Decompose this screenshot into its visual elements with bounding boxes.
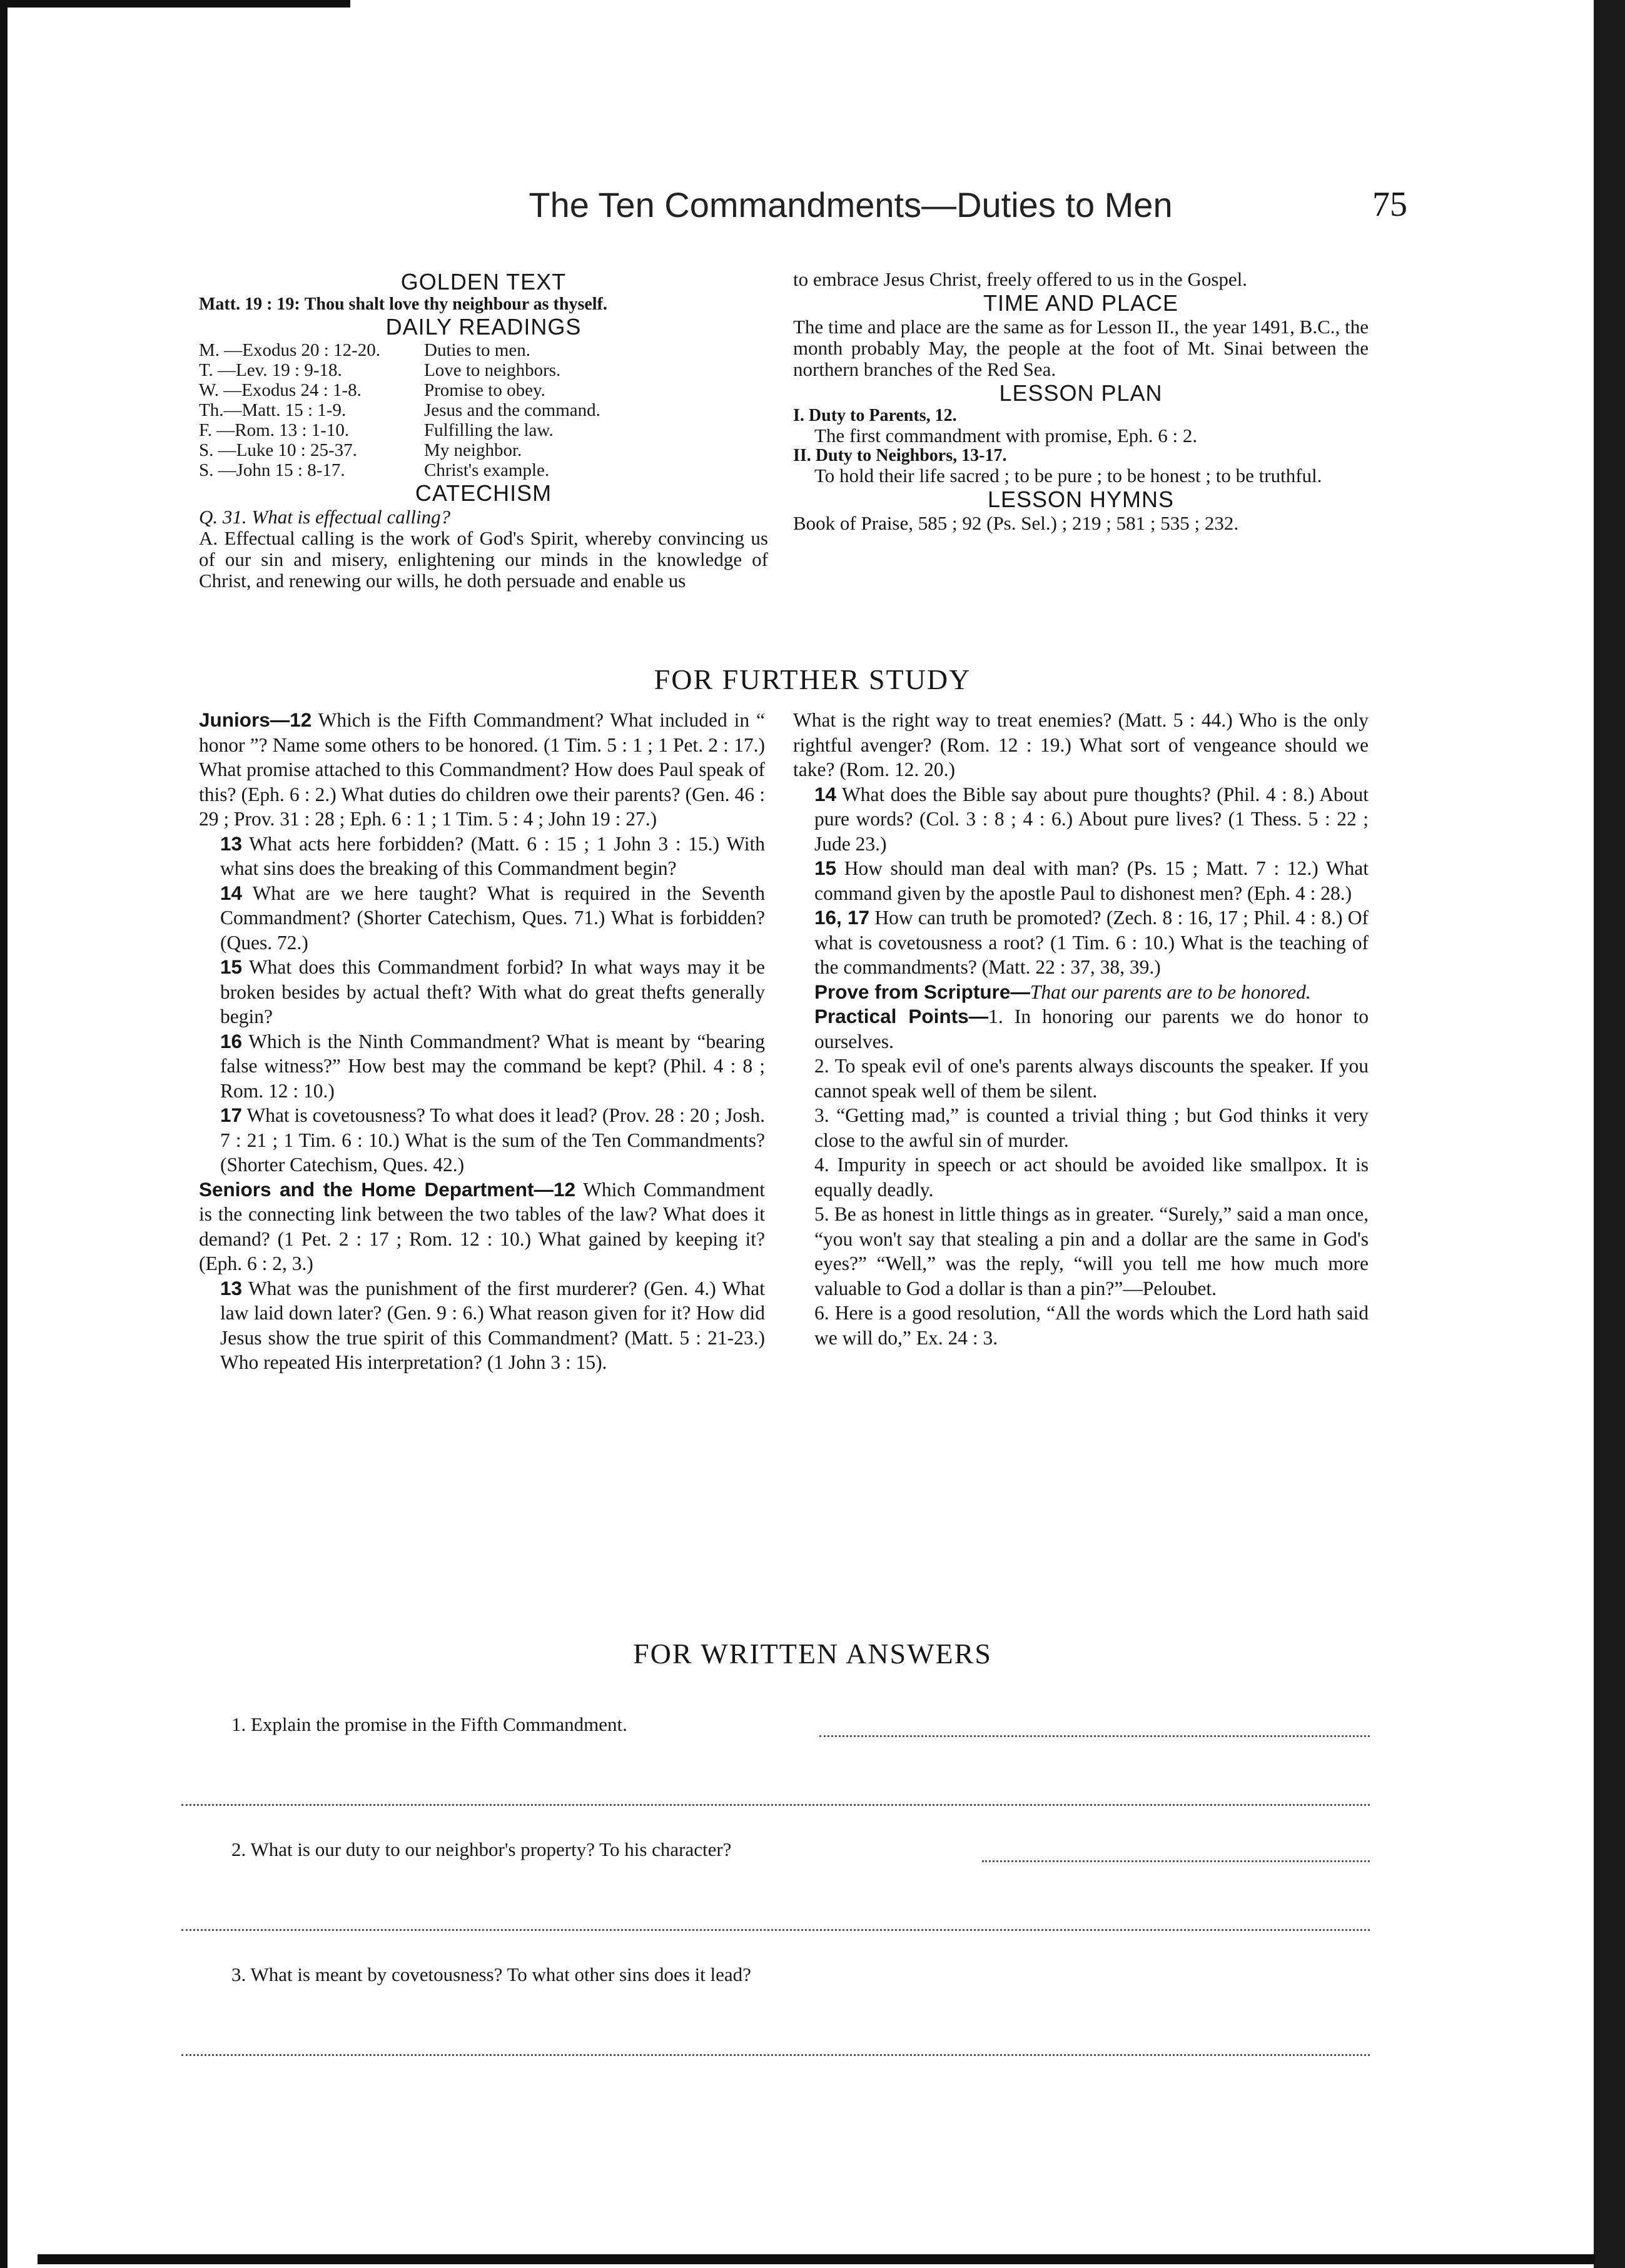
- golden-text-reference: Matt. 19 : 19:: [199, 295, 300, 314]
- study-paragraph: [793, 1054, 1369, 1103]
- study-text: What acts here forbidden? (Matt. 6 : 15 ; 1 John 3 : 15.) With what sins does the breaking of this Commandment begin?: [220, 832, 765, 879]
- study-lead: 15: [220, 955, 243, 978]
- study-text: 5. Be as honest in little things as in greater. “Surely,” said a man once, “you won't say that stealing a pin and a dollar are the same in God's eyes?” “Well,” was the reply, “will you tell me how much more valuable to God a dollar is than a pin?”—Peloubet.: [814, 1203, 1369, 1299]
- right-top-column: [793, 269, 1369, 534]
- answer-line[interactable]: [181, 2054, 1370, 2056]
- lesson-hymns-heading: LESSON HYMNS: [987, 486, 1175, 512]
- reading-day: F. —Rom. 13 : 1-10.: [199, 420, 350, 440]
- study-text: 2. To speak evil of one's parents always discounts the speaker. If you cannot speak well of them be silent.: [814, 1055, 1369, 1102]
- study-text: That our parents are to be honored.: [1030, 980, 1311, 1003]
- study-lead: Prove from Scripture—: [814, 980, 1030, 1003]
- reading-topic: My neighbor.: [424, 440, 522, 460]
- study-paragraph: [199, 1103, 765, 1177]
- reading-day: M. —Exodus 20 : 12-20.: [199, 340, 380, 360]
- reading-item: [199, 420, 768, 440]
- study-text: How should man deal with man? (Ps. 15 ; Matt. 7 : 12.) What command given by the apostle Paul to dishonest men? (Eph. 4 : 28.): [814, 857, 1369, 904]
- daily-readings-list: [199, 340, 768, 480]
- lesson-plan-heading: LESSON PLAN: [999, 380, 1163, 406]
- study-lead: 17: [220, 1104, 243, 1126]
- written-answers: [181, 1688, 1370, 2139]
- reading-topic: Jesus and the command.: [424, 400, 600, 420]
- reading-item: [199, 440, 768, 460]
- time-place-heading: TIME AND PLACE: [983, 290, 1179, 316]
- page-number: 75: [1372, 185, 1407, 224]
- catechism-continued: to embrace Jesus Christ, freely offered to us in the Gospel.: [793, 268, 1248, 290]
- reading-item: [199, 460, 768, 480]
- reading-topic: Promise to obey.: [424, 380, 545, 400]
- lesson-plan-detail-1: The first commandment with promise, Eph. 6 : 2.: [814, 425, 1198, 446]
- study-lead: Seniors and the Home Department—12: [199, 1177, 576, 1201]
- catechism-heading: CATECHISM: [415, 480, 552, 506]
- study-paragraph: [793, 1103, 1369, 1152]
- study-text: What are we here taught? What is required in the Seventh Commandment? (Shorter Catechism, Ques. 71.) What is forbidden? (Ques. 72.): [220, 882, 765, 954]
- reading-topic: Duties to men.: [424, 340, 530, 360]
- reading-day: Th.—Matt. 15 : 1-9.: [199, 400, 347, 420]
- study-paragraph: [199, 832, 765, 881]
- scan-border-top: [0, 0, 350, 8]
- study-text: Which is the Fifth Commandment? What included in “ honor ”? Name some others to be honored. (1 Tim. 5 : 1 ; 1 Pet. 2 : 17.) What promise attached to this Commandment? How does Paul speak of this? (Eph. 6 : 2.) What duties do children owe their parents? (Gen. 46 : 29 ; Prov. 31 : 28 ; Eph. 6 : 1 ; 1 Tim. 5 : 4 ; John 19 : 27.): [199, 709, 765, 830]
- study-paragraph: [793, 905, 1369, 980]
- reading-day: W. —Exodus 24 : 1-8.: [199, 380, 362, 400]
- further-study-right: [793, 708, 1369, 1350]
- study-lead: 13: [220, 1276, 243, 1299]
- answer-line[interactable]: [181, 1929, 1370, 1931]
- study-paragraph: [793, 1301, 1369, 1350]
- study-text: What does the Bible say about pure thoughts? (Phil. 4 : 8.) About pure words? (Col. 3 : 8 ; 4 : 6.) About pure lives? (1 Thess. 5 : 22 ; Jude 23.): [814, 783, 1369, 855]
- reading-item: [199, 380, 768, 400]
- page-title: The Ten Commandments—Duties to Men: [529, 185, 1173, 224]
- study-paragraph: [199, 881, 765, 955]
- further-study-heading: FOR FURTHER STUDY: [654, 663, 971, 695]
- study-text: What is covetousness? To what does it lead? (Prov. 28 : 20 ; Josh. 7 : 21 ; 1 Tim. 6 : 10.) What is the sum of the Ten Commandments? (Shorter Catechism, Ques. 42.): [220, 1104, 765, 1176]
- study-lead: 16: [220, 1029, 243, 1052]
- study-lead: Practical Points—: [814, 1005, 989, 1027]
- study-lead: 15: [814, 857, 837, 879]
- question-3: 3. What is meant by covetousness? To what other sins does it lead?: [231, 1963, 751, 1985]
- left-top-column: [199, 269, 768, 592]
- catechism-answer: A. Effectual calling is the work of God's Spirit, whereby convincing us of our sin and misery, enlightening our minds in the knowledge of Christ, and renewing our wills, he doth persuade and enable us: [199, 527, 768, 592]
- study-paragraph: [793, 1004, 1369, 1054]
- reading-day: T. —Lev. 19 : 9-18.: [199, 360, 342, 380]
- study-text: 3. “Getting mad,” is counted a trivial thing ; but God thinks it very close to the awful sin of murder.: [814, 1104, 1369, 1151]
- reading-day: S. —Luke 10 : 25-37.: [199, 440, 357, 460]
- reading-item: [199, 360, 768, 380]
- reading-item: [199, 400, 768, 420]
- golden-text-heading: GOLDEN TEXT: [400, 269, 567, 295]
- study-paragraph: [199, 1177, 765, 1276]
- golden-text: [199, 295, 768, 314]
- study-paragraph: [793, 1152, 1369, 1202]
- study-paragraph: [793, 708, 1369, 782]
- study-lead: 14: [220, 881, 243, 904]
- scan-border-bottom: [38, 2254, 1595, 2264]
- scan-border-left: [0, 0, 8, 2268]
- further-study-left: [199, 708, 765, 1375]
- golden-text-body: Thou shalt love thy neighbour as thyself.: [304, 295, 607, 314]
- answer-line[interactable]: [181, 1804, 1370, 1806]
- study-lead: Juniors—12: [199, 708, 312, 731]
- lesson-plan-item-2: II. Duty to Neighbors, 13-17.: [793, 446, 1007, 465]
- study-text: 6. Here is a good resolution, “All the words which the Lord hath said we will do,” Ex. 24 : 3.: [814, 1302, 1369, 1349]
- reading-topic: Fulfilling the law.: [424, 420, 554, 440]
- catechism-question: [199, 507, 768, 528]
- study-text: Which is the Ninth Commandment? What is meant by “bearing false witness?” How best may the command be kept? (Phil. 4 : 8 ; Rom. 12 : 10.): [220, 1030, 765, 1102]
- scan-border-right: [1594, 0, 1625, 2268]
- study-paragraph: [793, 980, 1369, 1005]
- lesson-plan-detail-2: To hold their life sacred ; to be pure ; to be honest ; to be truthful.: [814, 465, 1322, 486]
- study-text: 4. Impurity in speech or act should be avoided like smallpox. It is equally deadly.: [814, 1154, 1369, 1201]
- study-lead: 13: [220, 832, 243, 855]
- study-paragraph: [793, 782, 1369, 857]
- study-paragraph: [199, 1276, 765, 1375]
- reading-item: [199, 340, 768, 360]
- study-lead: 16, 17: [814, 906, 870, 929]
- study-text: How can truth be promoted? (Zech. 8 : 16, 17 ; Phil. 4 : 8.) Of what is covetousness a root? (1 Tim. 6 : 10.) What is the teaching of the commandments? (Matt. 22 : 37, 38, 39.): [814, 907, 1369, 978]
- study-text: What is the right way to treat enemies? (Matt. 5 : 44.) Who is the only rightful avenger? (Rom. 12 : 19.) What sort of vengeance should we take? (Rom. 12. 20.): [793, 709, 1369, 780]
- study-lead: 14: [814, 782, 837, 805]
- answer-line[interactable]: [819, 1735, 1370, 1737]
- time-place-text: The time and place are the same as for Lesson II., the year 1491, B.C., the month probably May, the people at the foot of Mt. Sinai between the northern branches of the Red Sea.: [793, 316, 1369, 380]
- study-paragraph: [199, 1029, 765, 1104]
- page-header: [0, 184, 1625, 241]
- study-paragraph: [793, 856, 1369, 905]
- study-text: What was the punishment of the first murderer? (Gen. 4.) What law laid down later? (Gen. 9 : 6.) What reason given for it? How did Jesus show the true spirit of this Commandment? (Matt. 5 : 21-23.) Who repeated His interpretation? (1 John 3 : 15).: [220, 1277, 765, 1373]
- reading-topic: Christ's example.: [424, 460, 550, 480]
- lesson-plan-item-1: I. Duty to Parents, 12.: [793, 406, 957, 425]
- study-text: Which Commandment is the connecting link between the two tables of the law? What does it demand? (1 Pet. 2 : 17 ; Rom. 12 : 10.) What gained by keeping it? (Eph. 6 : 2, 3.): [199, 1178, 765, 1274]
- daily-readings-heading: DAILY READINGS: [385, 314, 582, 340]
- study-paragraph: [199, 955, 765, 1029]
- study-text: What does this Commandment forbid? In what ways may it be broken besides by actual theft? With what do great thefts generally begin?: [220, 956, 765, 1027]
- study-paragraph: [793, 1202, 1369, 1301]
- question-1: 1. Explain the promise in the Fifth Commandment.: [231, 1713, 627, 1735]
- reading-day: S. —John 15 : 8-17.: [199, 460, 345, 480]
- catechism-question-text: Q. 31. What is effectual calling?: [199, 506, 451, 528]
- lesson-hymns: Book of Praise, 585 ; 92 (Ps. Sel.) ; 219 ; 581 ; 535 ; 232.: [793, 512, 1239, 534]
- question-2: 2. What is our duty to our neighbor's property? To his character?: [231, 1838, 732, 1860]
- study-paragraph: [199, 708, 765, 832]
- reading-topic: Love to neighbors.: [424, 360, 561, 380]
- answer-line[interactable]: [982, 1860, 1370, 1862]
- study-text: 1. In honoring our parents we do honor to ourselves.: [814, 1005, 1369, 1052]
- written-answers-heading: FOR WRITTEN ANSWERS: [633, 1638, 992, 1670]
